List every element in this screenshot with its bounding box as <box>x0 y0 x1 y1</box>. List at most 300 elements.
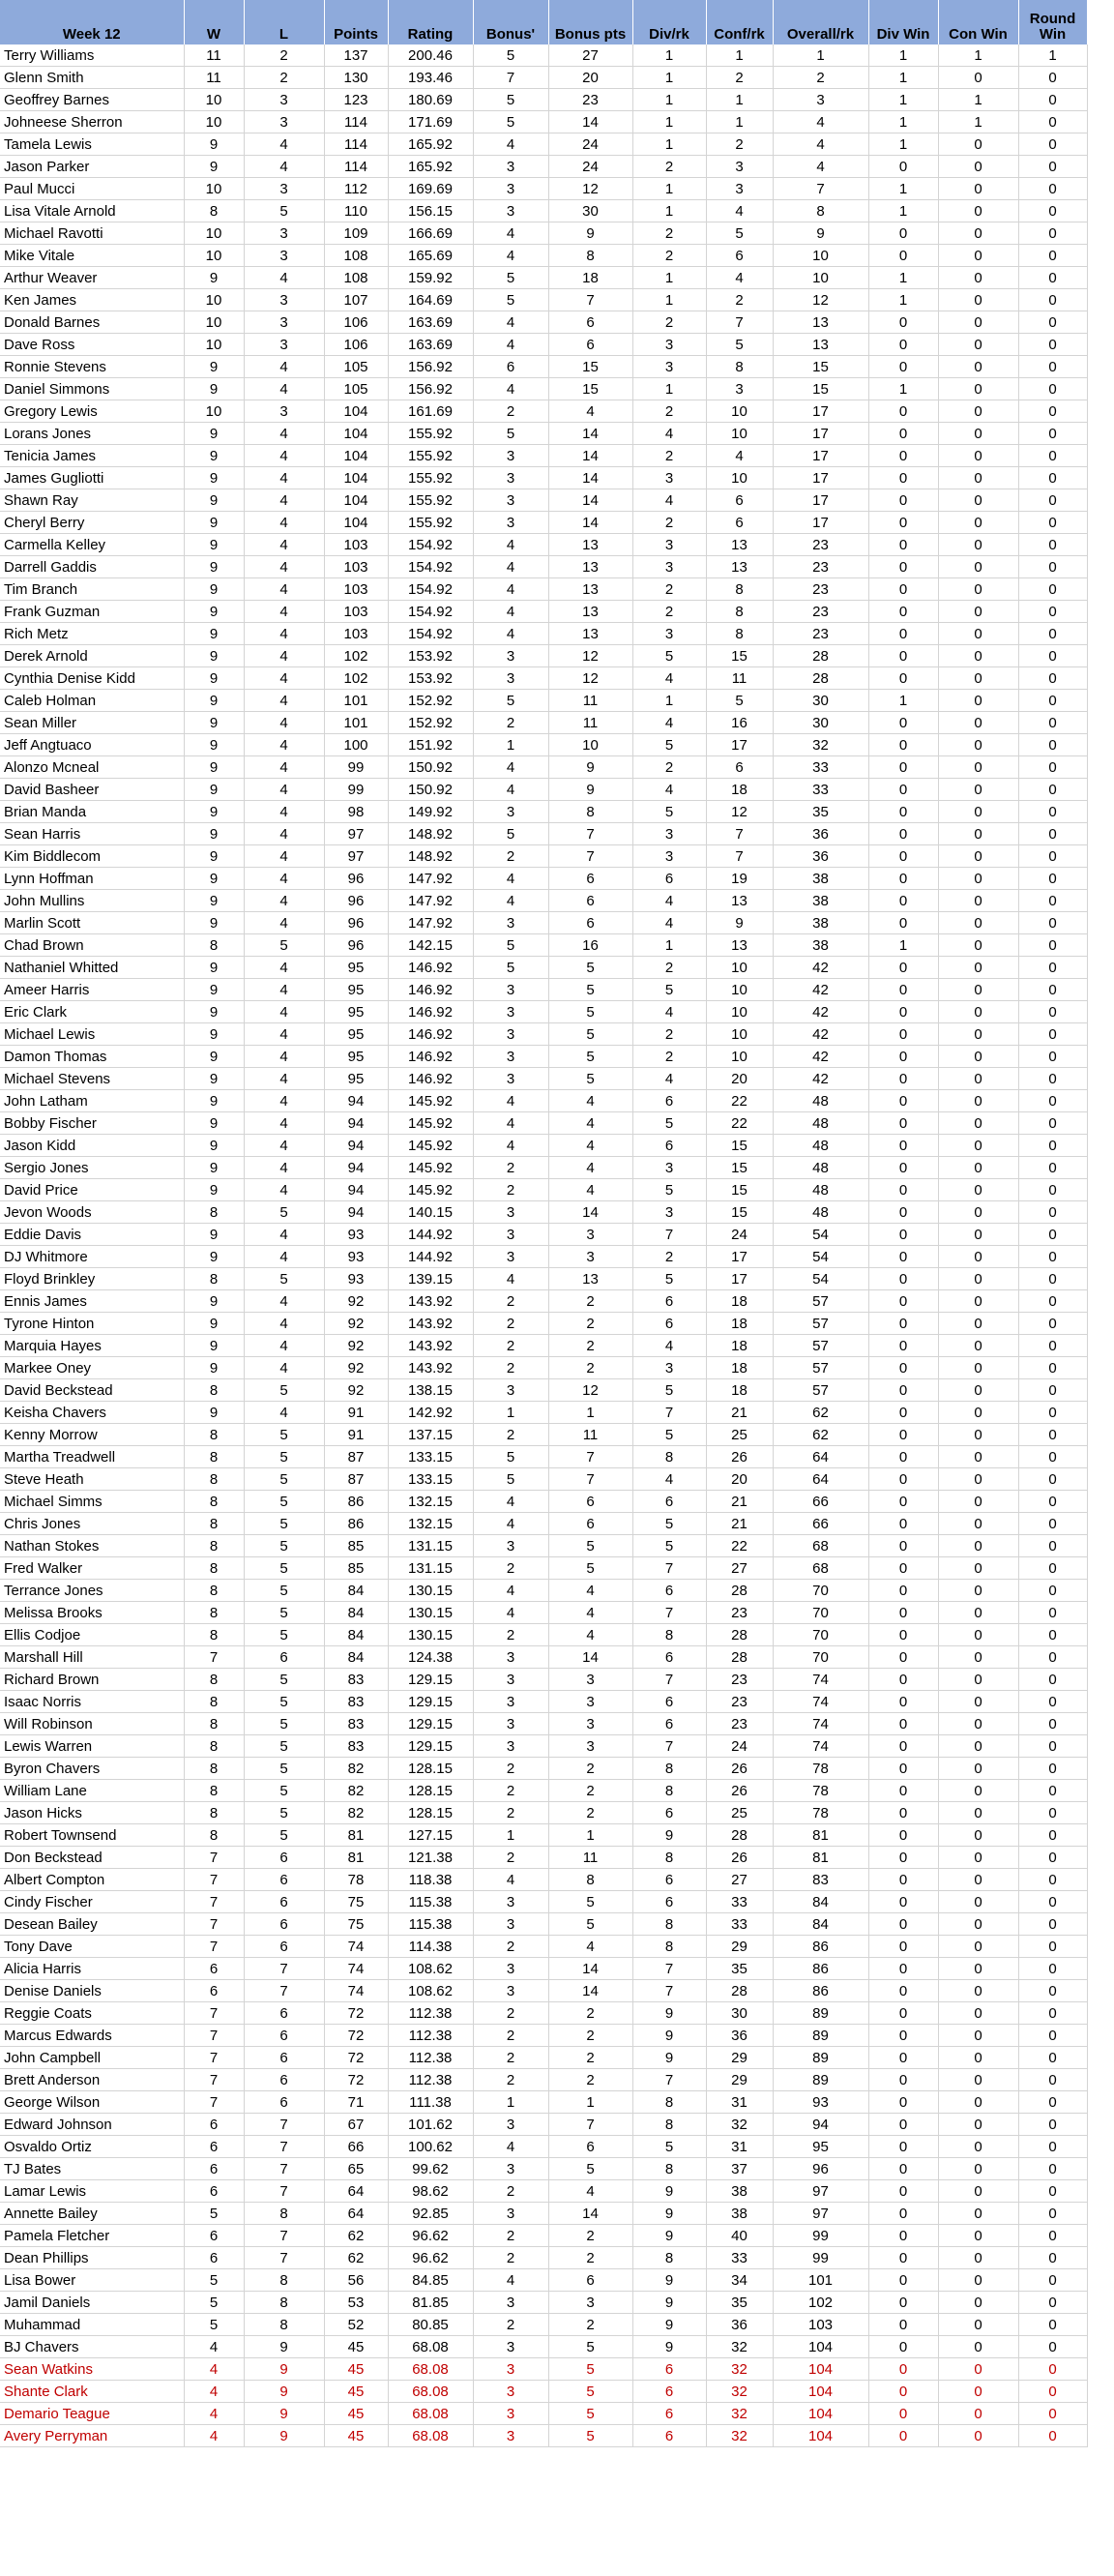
cell-round-win[interactable]: 0 <box>1018 534 1087 556</box>
table-row[interactable] <box>0 400 1087 423</box>
table-row[interactable] <box>0 1357 1087 1379</box>
cell-conf-rank[interactable]: 16 <box>706 712 773 734</box>
cell-round-win[interactable]: 0 <box>1018 1424 1087 1446</box>
cell-points[interactable]: 85 <box>324 1557 388 1580</box>
cell-bonus-points[interactable]: 2 <box>548 2002 632 2025</box>
cell-div-rank[interactable]: 8 <box>632 1446 706 1468</box>
cell-rating[interactable]: 148.92 <box>388 823 473 845</box>
cell-div-rank[interactable]: 7 <box>632 1557 706 1580</box>
cell-div-win[interactable]: 0 <box>868 156 938 178</box>
cell-bonus-count[interactable]: 4 <box>473 378 548 400</box>
cell-div-rank[interactable]: 7 <box>632 1224 706 1246</box>
cell-wins[interactable]: 9 <box>184 645 244 667</box>
cell-round-win[interactable]: 0 <box>1018 2025 1087 2047</box>
cell-div-win[interactable]: 0 <box>868 1424 938 1446</box>
cell-wins[interactable]: 8 <box>184 1535 244 1557</box>
table-row[interactable] <box>0 2358 1087 2381</box>
cell-bonus-points[interactable]: 4 <box>548 1602 632 1624</box>
cell-bonus-count[interactable]: 5 <box>473 934 548 957</box>
cell-div-win[interactable]: 0 <box>868 1713 938 1735</box>
cell-round-win[interactable]: 0 <box>1018 779 1087 801</box>
cell-player-name[interactable]: Arthur Weaver <box>0 267 184 289</box>
cell-div-win[interactable]: 0 <box>868 1379 938 1402</box>
cell-losses[interactable]: 5 <box>244 200 324 222</box>
cell-con-win[interactable]: 0 <box>938 934 1018 957</box>
cell-overall-rank[interactable]: 89 <box>773 2047 868 2069</box>
cell-player-name[interactable]: Lynn Hoffman <box>0 868 184 890</box>
cell-losses[interactable]: 4 <box>244 1313 324 1335</box>
cell-losses[interactable]: 6 <box>244 1913 324 1936</box>
cell-div-rank[interactable]: 1 <box>632 289 706 311</box>
cell-player-name[interactable]: Lorans Jones <box>0 423 184 445</box>
cell-bonus-count[interactable]: 2 <box>473 2025 548 2047</box>
cell-bonus-points[interactable]: 4 <box>548 1179 632 1201</box>
cell-player-name[interactable]: Caleb Holman <box>0 690 184 712</box>
cell-round-win[interactable]: 0 <box>1018 2403 1087 2425</box>
cell-bonus-points[interactable]: 15 <box>548 378 632 400</box>
cell-losses[interactable]: 4 <box>244 734 324 756</box>
cell-bonus-count[interactable]: 4 <box>473 1090 548 1112</box>
cell-overall-rank[interactable]: 97 <box>773 2180 868 2203</box>
cell-player-name[interactable]: David Beckstead <box>0 1379 184 1402</box>
cell-points[interactable]: 84 <box>324 1602 388 1624</box>
cell-points[interactable]: 84 <box>324 1624 388 1646</box>
cell-bonus-points[interactable]: 4 <box>548 1135 632 1157</box>
table-row[interactable] <box>0 467 1087 489</box>
cell-player-name[interactable]: Sergio Jones <box>0 1157 184 1179</box>
cell-bonus-points[interactable]: 4 <box>548 1580 632 1602</box>
cell-div-win[interactable]: 1 <box>868 67 938 89</box>
cell-rating[interactable]: 149.92 <box>388 801 473 823</box>
cell-bonus-points[interactable]: 14 <box>548 1201 632 1224</box>
cell-points[interactable]: 45 <box>324 2381 388 2403</box>
cell-wins[interactable]: 6 <box>184 1980 244 2002</box>
cell-wins[interactable]: 8 <box>184 1491 244 1513</box>
table-row[interactable] <box>0 1068 1087 1090</box>
cell-conf-rank[interactable]: 28 <box>706 1580 773 1602</box>
cell-div-win[interactable]: 0 <box>868 1468 938 1491</box>
table-row[interactable] <box>0 2292 1087 2314</box>
cell-conf-rank[interactable]: 27 <box>706 1869 773 1891</box>
cell-conf-rank[interactable]: 28 <box>706 1646 773 1669</box>
cell-div-rank[interactable]: 4 <box>632 712 706 734</box>
cell-bonus-points[interactable]: 3 <box>548 2292 632 2314</box>
cell-points[interactable]: 91 <box>324 1424 388 1446</box>
cell-player-name[interactable]: Marquia Hayes <box>0 1335 184 1357</box>
cell-conf-rank[interactable]: 26 <box>706 1446 773 1468</box>
cell-overall-rank[interactable]: 57 <box>773 1313 868 1335</box>
cell-bonus-points[interactable]: 13 <box>548 1268 632 1290</box>
cell-wins[interactable]: 6 <box>184 2158 244 2180</box>
cell-wins[interactable]: 8 <box>184 1424 244 1446</box>
cell-rating[interactable]: 156.15 <box>388 200 473 222</box>
cell-div-win[interactable]: 0 <box>868 645 938 667</box>
cell-losses[interactable]: 3 <box>244 400 324 423</box>
cell-con-win[interactable]: 0 <box>938 1246 1018 1268</box>
cell-overall-rank[interactable]: 4 <box>773 133 868 156</box>
cell-bonus-points[interactable]: 12 <box>548 178 632 200</box>
cell-losses[interactable]: 6 <box>244 2069 324 2091</box>
cell-div-win[interactable]: 0 <box>868 779 938 801</box>
cell-conf-rank[interactable]: 13 <box>706 556 773 578</box>
cell-losses[interactable]: 6 <box>244 1869 324 1891</box>
cell-div-rank[interactable]: 5 <box>632 1179 706 1201</box>
cell-div-win[interactable]: 0 <box>868 1491 938 1513</box>
cell-div-win[interactable]: 0 <box>868 2025 938 2047</box>
cell-bonus-count[interactable]: 5 <box>473 823 548 845</box>
cell-points[interactable]: 87 <box>324 1468 388 1491</box>
cell-rating[interactable]: 68.08 <box>388 2381 473 2403</box>
table-row[interactable] <box>0 2069 1087 2091</box>
cell-bonus-points[interactable]: 6 <box>548 2136 632 2158</box>
cell-player-name[interactable]: Isaac Norris <box>0 1691 184 1713</box>
cell-points[interactable]: 98 <box>324 801 388 823</box>
cell-rating[interactable]: 118.38 <box>388 1869 473 1891</box>
cell-player-name[interactable]: TJ Bates <box>0 2158 184 2180</box>
cell-player-name[interactable]: Tim Branch <box>0 578 184 601</box>
cell-bonus-points[interactable]: 2 <box>548 1357 632 1379</box>
cell-points[interactable]: 95 <box>324 1046 388 1068</box>
cell-div-win[interactable]: 0 <box>868 2358 938 2381</box>
cell-wins[interactable]: 6 <box>184 2136 244 2158</box>
cell-points[interactable]: 94 <box>324 1090 388 1112</box>
table-row[interactable] <box>0 2203 1087 2225</box>
cell-conf-rank[interactable]: 20 <box>706 1468 773 1491</box>
cell-div-win[interactable]: 0 <box>868 1513 938 1535</box>
cell-player-name[interactable]: Marlin Scott <box>0 912 184 934</box>
cell-div-rank[interactable]: 6 <box>632 1290 706 1313</box>
cell-overall-rank[interactable]: 42 <box>773 979 868 1001</box>
cell-conf-rank[interactable]: 9 <box>706 912 773 934</box>
cell-div-win[interactable]: 0 <box>868 1913 938 1936</box>
cell-losses[interactable]: 7 <box>244 2225 324 2247</box>
cell-conf-rank[interactable]: 40 <box>706 2225 773 2247</box>
cell-conf-rank[interactable]: 36 <box>706 2314 773 2336</box>
cell-overall-rank[interactable]: 95 <box>773 2136 868 2158</box>
cell-player-name[interactable]: Brett Anderson <box>0 2069 184 2091</box>
cell-rating[interactable]: 96.62 <box>388 2247 473 2269</box>
cell-bonus-count[interactable]: 2 <box>473 2002 548 2025</box>
cell-overall-rank[interactable]: 48 <box>773 1135 868 1157</box>
cell-losses[interactable]: 7 <box>244 1958 324 1980</box>
cell-bonus-count[interactable]: 3 <box>473 200 548 222</box>
col-header-con-win[interactable]: Con Win <box>938 0 1018 44</box>
table-row[interactable] <box>0 534 1087 556</box>
cell-points[interactable]: 108 <box>324 267 388 289</box>
cell-wins[interactable]: 7 <box>184 2025 244 2047</box>
cell-rating[interactable]: 144.92 <box>388 1246 473 1268</box>
cell-div-win[interactable]: 0 <box>868 1557 938 1580</box>
cell-overall-rank[interactable]: 28 <box>773 645 868 667</box>
cell-losses[interactable]: 6 <box>244 2025 324 2047</box>
cell-player-name[interactable]: Denise Daniels <box>0 1980 184 2002</box>
cell-overall-rank[interactable]: 48 <box>773 1090 868 1112</box>
cell-bonus-count[interactable]: 6 <box>473 356 548 378</box>
cell-con-win[interactable]: 0 <box>938 2269 1018 2292</box>
cell-overall-rank[interactable]: 36 <box>773 823 868 845</box>
cell-points[interactable]: 74 <box>324 1980 388 2002</box>
cell-overall-rank[interactable]: 104 <box>773 2425 868 2447</box>
cell-div-rank[interactable]: 3 <box>632 1157 706 1179</box>
cell-bonus-count[interactable]: 4 <box>473 890 548 912</box>
cell-player-name[interactable]: Reggie Coats <box>0 2002 184 2025</box>
cell-bonus-count[interactable]: 3 <box>473 1224 548 1246</box>
cell-bonus-points[interactable]: 5 <box>548 1557 632 1580</box>
cell-bonus-count[interactable]: 3 <box>473 178 548 200</box>
cell-round-win[interactable]: 0 <box>1018 1513 1087 1535</box>
cell-wins[interactable]: 5 <box>184 2292 244 2314</box>
cell-wins[interactable]: 7 <box>184 2047 244 2069</box>
cell-wins[interactable]: 11 <box>184 44 244 67</box>
cell-losses[interactable]: 4 <box>244 578 324 601</box>
cell-conf-rank[interactable]: 5 <box>706 334 773 356</box>
cell-div-win[interactable]: 0 <box>868 868 938 890</box>
cell-rating[interactable]: 143.92 <box>388 1357 473 1379</box>
cell-bonus-points[interactable]: 18 <box>548 267 632 289</box>
cell-div-rank[interactable]: 5 <box>632 1424 706 1446</box>
cell-losses[interactable]: 4 <box>244 534 324 556</box>
cell-rating[interactable]: 164.69 <box>388 289 473 311</box>
table-row[interactable] <box>0 1268 1087 1290</box>
cell-con-win[interactable]: 0 <box>938 2425 1018 2447</box>
cell-round-win[interactable]: 0 <box>1018 1646 1087 1669</box>
cell-round-win[interactable]: 0 <box>1018 1313 1087 1335</box>
cell-con-win[interactable]: 0 <box>938 2069 1018 2091</box>
cell-con-win[interactable]: 0 <box>938 1958 1018 1980</box>
cell-rating[interactable]: 193.46 <box>388 67 473 89</box>
cell-round-win[interactable]: 0 <box>1018 1780 1087 1802</box>
cell-div-win[interactable]: 0 <box>868 1602 938 1624</box>
cell-losses[interactable]: 4 <box>244 1046 324 1068</box>
cell-overall-rank[interactable]: 57 <box>773 1379 868 1402</box>
cell-losses[interactable]: 5 <box>244 1802 324 1824</box>
cell-round-win[interactable]: 0 <box>1018 400 1087 423</box>
cell-bonus-points[interactable]: 12 <box>548 667 632 690</box>
cell-points[interactable]: 86 <box>324 1513 388 1535</box>
cell-losses[interactable]: 9 <box>244 2381 324 2403</box>
cell-round-win[interactable]: 0 <box>1018 667 1087 690</box>
cell-div-win[interactable]: 0 <box>868 334 938 356</box>
cell-con-win[interactable]: 0 <box>938 2158 1018 2180</box>
cell-div-rank[interactable]: 7 <box>632 2069 706 2091</box>
cell-div-win[interactable]: 0 <box>868 2292 938 2314</box>
cell-points[interactable]: 71 <box>324 2091 388 2114</box>
cell-bonus-points[interactable]: 8 <box>548 245 632 267</box>
table-row[interactable] <box>0 245 1087 267</box>
cell-losses[interactable]: 4 <box>244 979 324 1001</box>
cell-round-win[interactable]: 0 <box>1018 823 1087 845</box>
cell-wins[interactable]: 6 <box>184 2225 244 2247</box>
cell-bonus-points[interactable]: 5 <box>548 1046 632 1068</box>
cell-wins[interactable]: 8 <box>184 1802 244 1824</box>
col-header-losses[interactable]: L <box>244 0 324 44</box>
cell-bonus-points[interactable]: 16 <box>548 934 632 957</box>
cell-bonus-count[interactable]: 4 <box>473 756 548 779</box>
cell-conf-rank[interactable]: 17 <box>706 734 773 756</box>
cell-round-win[interactable]: 0 <box>1018 2002 1087 2025</box>
cell-bonus-points[interactable]: 9 <box>548 756 632 779</box>
cell-round-win[interactable]: 0 <box>1018 1713 1087 1735</box>
cell-conf-rank[interactable]: 6 <box>706 756 773 779</box>
cell-player-name[interactable]: Robert Townsend <box>0 1824 184 1847</box>
cell-conf-rank[interactable]: 22 <box>706 1090 773 1112</box>
cell-player-name[interactable]: Lisa Vitale Arnold <box>0 200 184 222</box>
cell-losses[interactable]: 4 <box>244 1135 324 1157</box>
cell-points[interactable]: 64 <box>324 2203 388 2225</box>
cell-round-win[interactable]: 0 <box>1018 890 1087 912</box>
cell-round-win[interactable]: 0 <box>1018 1090 1087 1112</box>
table-row[interactable] <box>0 2381 1087 2403</box>
cell-con-win[interactable]: 0 <box>938 1669 1018 1691</box>
cell-bonus-points[interactable]: 6 <box>548 334 632 356</box>
cell-losses[interactable]: 4 <box>244 667 324 690</box>
table-row[interactable] <box>0 1780 1087 1802</box>
cell-round-win[interactable]: 0 <box>1018 1758 1087 1780</box>
cell-div-rank[interactable]: 4 <box>632 1068 706 1090</box>
cell-bonus-count[interactable]: 4 <box>473 133 548 156</box>
cell-round-win[interactable]: 0 <box>1018 2358 1087 2381</box>
cell-con-win[interactable]: 0 <box>938 289 1018 311</box>
cell-losses[interactable]: 4 <box>244 1246 324 1268</box>
cell-div-rank[interactable]: 4 <box>632 1468 706 1491</box>
cell-bonus-points[interactable]: 1 <box>548 1824 632 1847</box>
cell-bonus-count[interactable]: 3 <box>473 1891 548 1913</box>
cell-bonus-points[interactable]: 1 <box>548 1402 632 1424</box>
cell-bonus-points[interactable]: 12 <box>548 1379 632 1402</box>
cell-bonus-points[interactable]: 9 <box>548 222 632 245</box>
cell-wins[interactable]: 10 <box>184 245 244 267</box>
cell-rating[interactable]: 145.92 <box>388 1157 473 1179</box>
cell-overall-rank[interactable]: 42 <box>773 1001 868 1023</box>
cell-player-name[interactable]: Kenny Morrow <box>0 1424 184 1446</box>
cell-overall-rank[interactable]: 48 <box>773 1157 868 1179</box>
cell-rating[interactable]: 114.38 <box>388 1936 473 1958</box>
cell-bonus-count[interactable]: 2 <box>473 2225 548 2247</box>
cell-points[interactable]: 114 <box>324 133 388 156</box>
cell-points[interactable]: 105 <box>324 356 388 378</box>
cell-con-win[interactable]: 0 <box>938 467 1018 489</box>
cell-rating[interactable]: 127.15 <box>388 1824 473 1847</box>
cell-round-win[interactable]: 0 <box>1018 2314 1087 2336</box>
cell-div-win[interactable]: 0 <box>868 890 938 912</box>
cell-round-win[interactable]: 0 <box>1018 934 1087 957</box>
cell-overall-rank[interactable]: 68 <box>773 1535 868 1557</box>
cell-points[interactable]: 72 <box>324 2002 388 2025</box>
cell-player-name[interactable]: Marcus Edwards <box>0 2025 184 2047</box>
cell-div-win[interactable]: 0 <box>868 712 938 734</box>
cell-bonus-points[interactable]: 4 <box>548 2180 632 2203</box>
cell-points[interactable]: 96 <box>324 934 388 957</box>
cell-conf-rank[interactable]: 10 <box>706 1001 773 1023</box>
cell-losses[interactable]: 3 <box>244 289 324 311</box>
cell-wins[interactable]: 10 <box>184 334 244 356</box>
cell-rating[interactable]: 84.85 <box>388 2269 473 2292</box>
cell-player-name[interactable]: Chris Jones <box>0 1513 184 1535</box>
cell-con-win[interactable]: 0 <box>938 534 1018 556</box>
cell-losses[interactable]: 5 <box>244 1691 324 1713</box>
cell-round-win[interactable]: 0 <box>1018 2136 1087 2158</box>
table-row[interactable] <box>0 1513 1087 1535</box>
cell-bonus-points[interactable]: 1 <box>548 2091 632 2114</box>
cell-div-rank[interactable]: 6 <box>632 2425 706 2447</box>
cell-bonus-count[interactable]: 3 <box>473 1535 548 1557</box>
table-row[interactable] <box>0 1290 1087 1313</box>
cell-bonus-count[interactable]: 3 <box>473 1046 548 1068</box>
table-row[interactable] <box>0 2403 1087 2425</box>
cell-conf-rank[interactable]: 6 <box>706 512 773 534</box>
cell-bonus-count[interactable]: 2 <box>473 845 548 868</box>
cell-rating[interactable]: 146.92 <box>388 1046 473 1068</box>
cell-wins[interactable]: 10 <box>184 222 244 245</box>
cell-conf-rank[interactable]: 33 <box>706 1891 773 1913</box>
cell-losses[interactable]: 4 <box>244 801 324 823</box>
cell-con-win[interactable]: 0 <box>938 2114 1018 2136</box>
cell-player-name[interactable]: William Lane <box>0 1780 184 1802</box>
cell-conf-rank[interactable]: 34 <box>706 2269 773 2292</box>
cell-con-win[interactable]: 0 <box>938 2247 1018 2269</box>
cell-overall-rank[interactable]: 38 <box>773 912 868 934</box>
cell-bonus-count[interactable]: 3 <box>473 1001 548 1023</box>
cell-con-win[interactable]: 0 <box>938 1335 1018 1357</box>
cell-player-name[interactable]: Kim Biddlecom <box>0 845 184 868</box>
cell-div-rank[interactable]: 5 <box>632 1535 706 1557</box>
cell-losses[interactable]: 2 <box>244 67 324 89</box>
cell-losses[interactable]: 4 <box>244 957 324 979</box>
cell-losses[interactable]: 3 <box>244 222 324 245</box>
cell-div-rank[interactable]: 4 <box>632 667 706 690</box>
cell-div-rank[interactable]: 5 <box>632 979 706 1001</box>
cell-con-win[interactable]: 0 <box>938 1068 1018 1090</box>
cell-bonus-count[interactable]: 4 <box>473 334 548 356</box>
cell-conf-rank[interactable]: 8 <box>706 623 773 645</box>
cell-points[interactable]: 95 <box>324 957 388 979</box>
cell-bonus-count[interactable]: 3 <box>473 1980 548 2002</box>
cell-wins[interactable]: 5 <box>184 2269 244 2292</box>
cell-losses[interactable]: 8 <box>244 2269 324 2292</box>
cell-round-win[interactable]: 0 <box>1018 756 1087 779</box>
cell-wins[interactable]: 8 <box>184 1824 244 1847</box>
cell-div-rank[interactable]: 5 <box>632 2136 706 2158</box>
cell-bonus-points[interactable]: 5 <box>548 979 632 1001</box>
table-row[interactable] <box>0 779 1087 801</box>
cell-bonus-count[interactable]: 4 <box>473 1268 548 1290</box>
cell-rating[interactable]: 161.69 <box>388 400 473 423</box>
cell-bonus-count[interactable]: 3 <box>473 2425 548 2447</box>
cell-div-rank[interactable]: 2 <box>632 1246 706 1268</box>
cell-losses[interactable]: 4 <box>244 823 324 845</box>
cell-points[interactable]: 95 <box>324 979 388 1001</box>
cell-conf-rank[interactable]: 2 <box>706 289 773 311</box>
table-row[interactable] <box>0 734 1087 756</box>
cell-round-win[interactable]: 0 <box>1018 2091 1087 2114</box>
cell-div-rank[interactable]: 4 <box>632 912 706 934</box>
cell-bonus-points[interactable]: 5 <box>548 1068 632 1090</box>
cell-bonus-points[interactable]: 14 <box>548 1980 632 2002</box>
cell-conf-rank[interactable]: 3 <box>706 178 773 200</box>
cell-conf-rank[interactable]: 22 <box>706 1535 773 1557</box>
cell-player-name[interactable]: Jason Hicks <box>0 1802 184 1824</box>
cell-round-win[interactable]: 0 <box>1018 2425 1087 2447</box>
cell-player-name[interactable]: Jevon Woods <box>0 1201 184 1224</box>
cell-overall-rank[interactable]: 17 <box>773 467 868 489</box>
cell-div-win[interactable]: 1 <box>868 44 938 67</box>
cell-conf-rank[interactable]: 21 <box>706 1491 773 1513</box>
cell-con-win[interactable]: 0 <box>938 845 1018 868</box>
cell-overall-rank[interactable]: 23 <box>773 556 868 578</box>
cell-round-win[interactable]: 0 <box>1018 467 1087 489</box>
cell-overall-rank[interactable]: 10 <box>773 267 868 289</box>
cell-wins[interactable]: 7 <box>184 1646 244 1669</box>
